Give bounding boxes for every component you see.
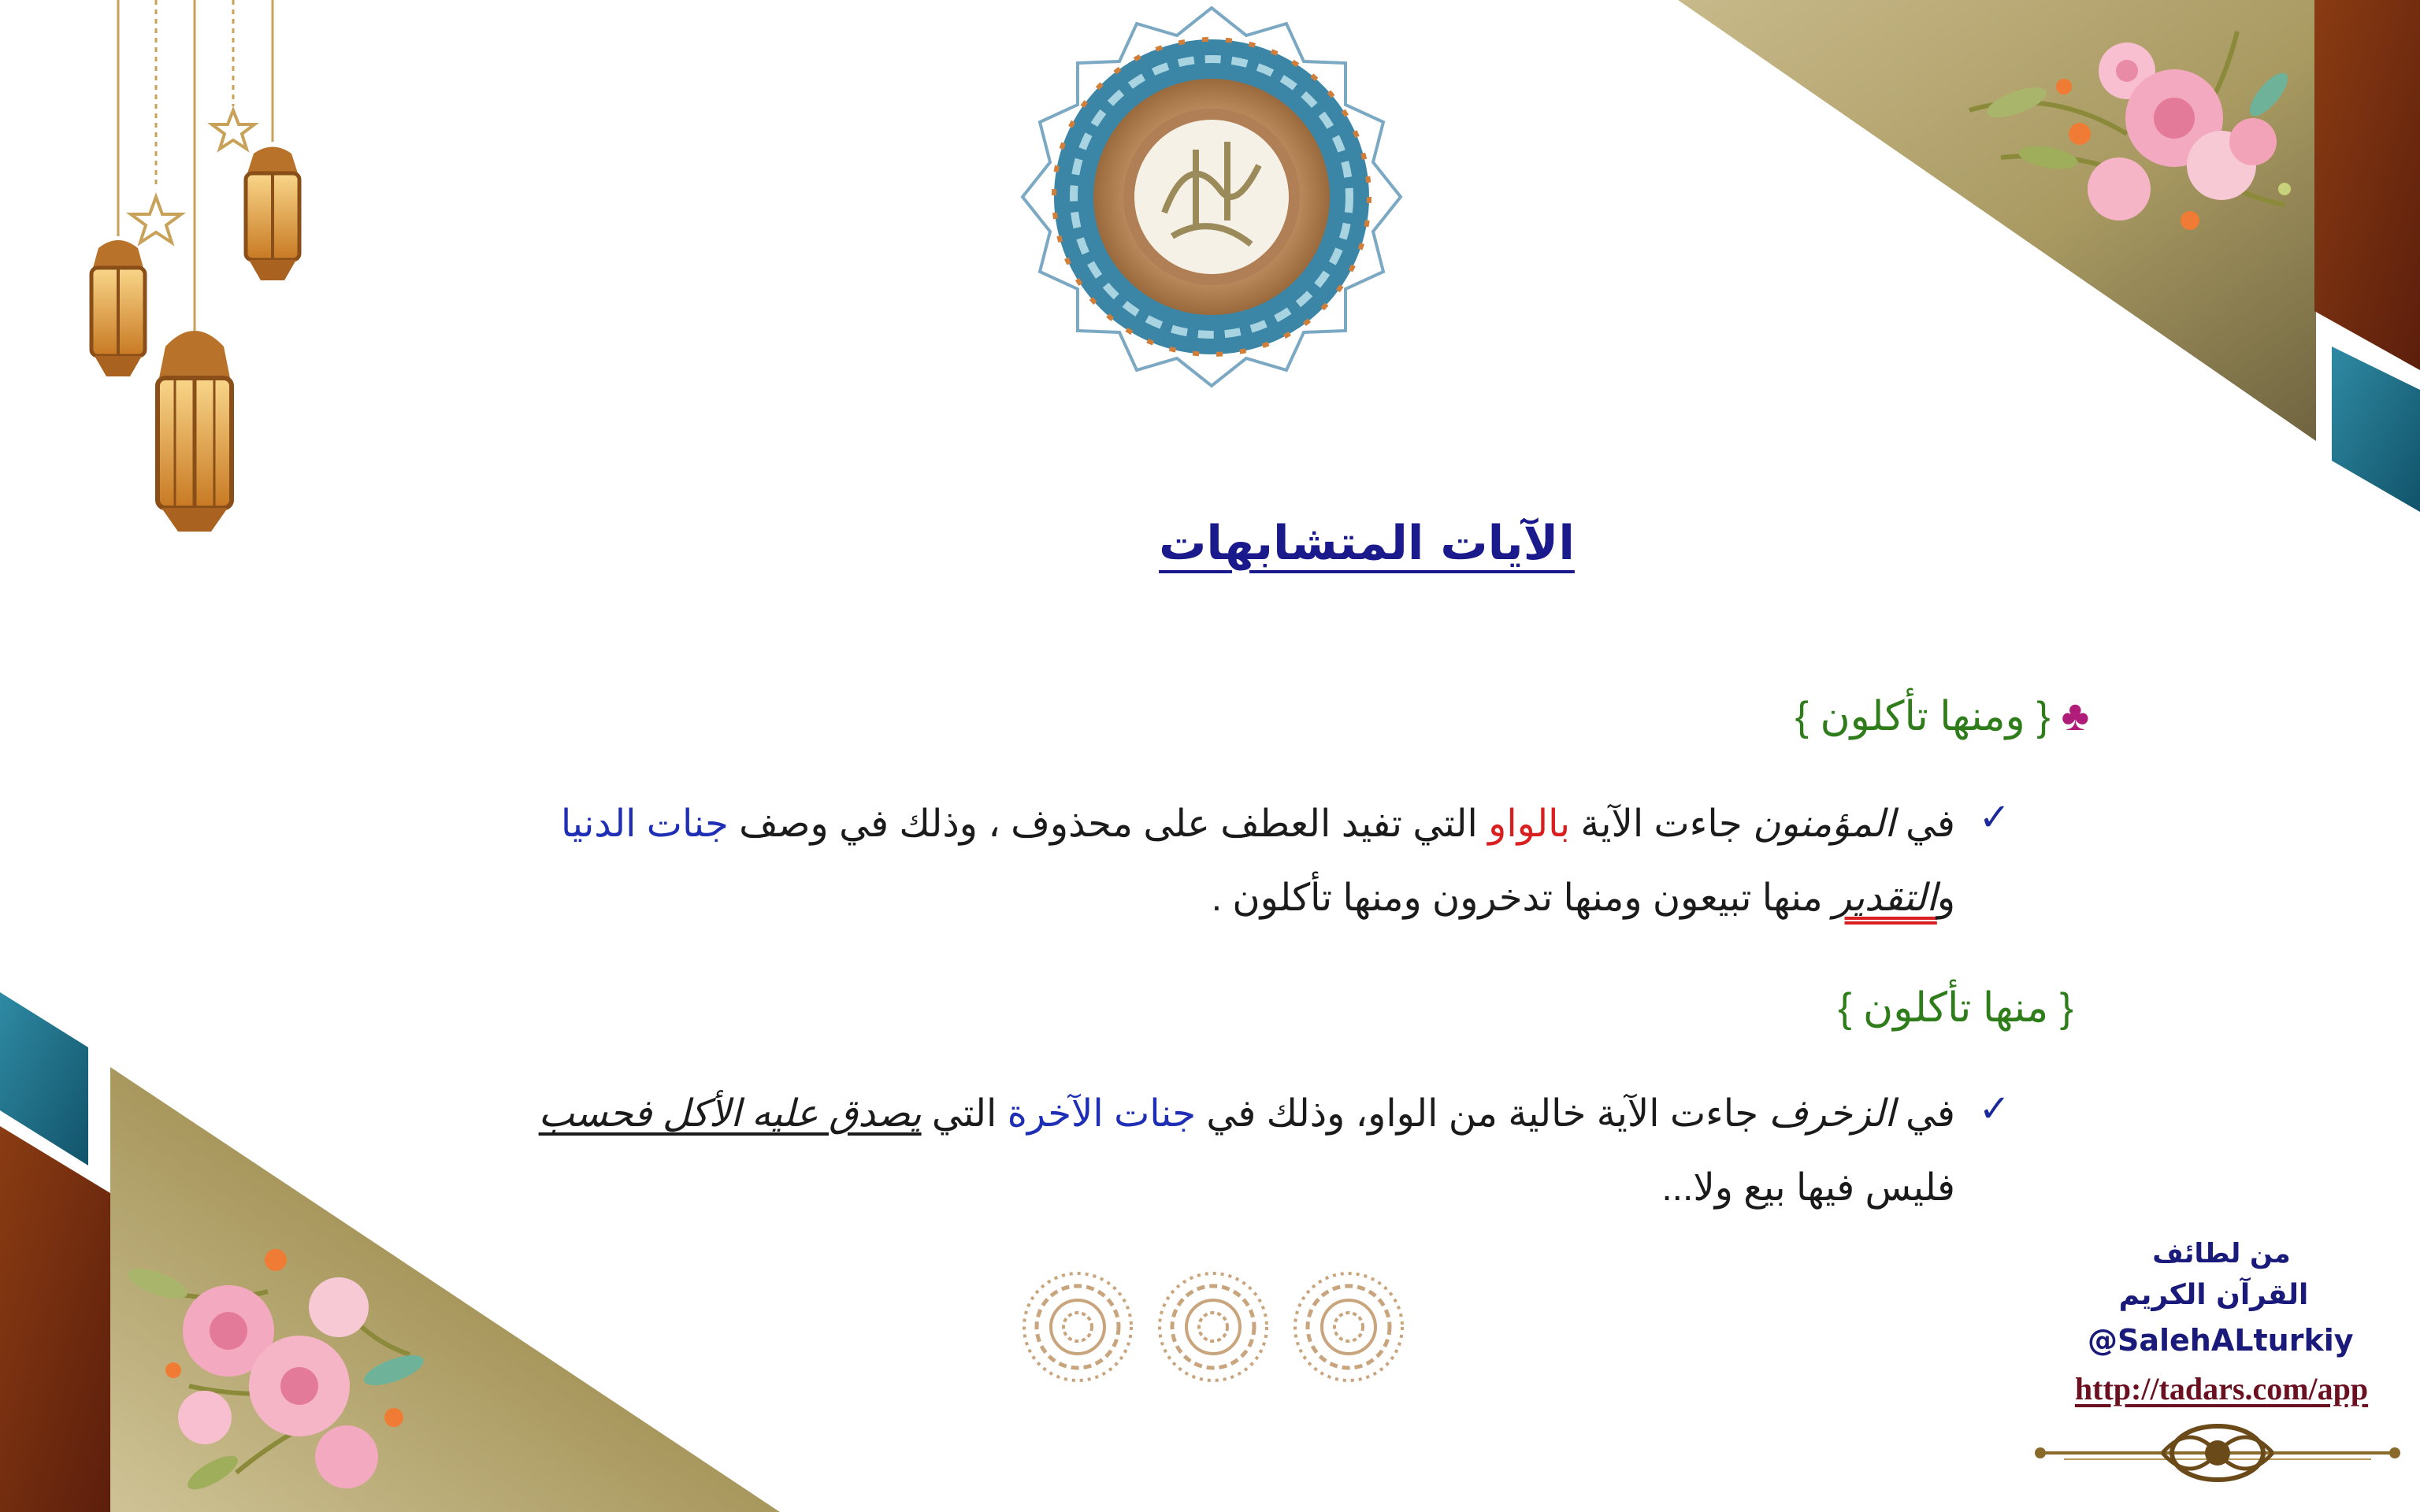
highlight-jannat-akhira: جنات الآخرة [1007,1093,1197,1135]
highlight-taqdeer: التقدير [1833,877,1937,919]
explanation-paragraph-2 [262,1077,1955,1225]
highlight-jannat-dunya: جنات الدنيا [560,803,729,845]
paragraph-2-line-2: فليس فيها بيع ولا... [1661,1167,1955,1209]
tadabbur-quran-logo [1023,8,1401,386]
text-run: التي تفيد العطف على محذوف ، وذلك في وصف [728,803,1489,845]
credit-line-2: القرآن الكريم [2118,1279,2309,1311]
paragraph-2-line-1 [262,1077,1955,1151]
text-run: في [1895,803,1955,845]
top-right-corner-decoration [1678,0,2420,512]
explanation-paragraph-1 [262,788,1955,936]
checkmark-icon: ✓ [1978,1087,2010,1131]
text-run: منها تبيعون ومنها تدخرون ومنها تأكلون . [1211,877,1834,919]
verse-heading-1-text: { ومنها تأكلون } [1795,694,2051,739]
checkmark-icon: ✓ [1978,795,2010,839]
hanging-lanterns [91,0,299,532]
text-run: في [1895,1093,1955,1135]
text-run: جاءت الآية خالية من الواو، وذلك في [1196,1093,1769,1135]
surah-name-zukhruf: الزخرف [1769,1093,1895,1135]
twitter-handle: @SalehALturkiy [2088,1323,2354,1358]
decorative-rosettes [1024,1273,1402,1380]
verse-heading-1 [1795,691,2089,740]
club-suit-icon: ♣ [2061,692,2089,739]
text-run: جاءت الآية [1570,803,1753,845]
highlight-bilwaw: بالواو [1488,803,1571,845]
text-run: و [1936,877,1955,919]
paragraph-1-line-2 [262,862,1955,936]
paragraph-1-line-1 [262,788,1955,862]
verse-heading-2: { منها تأكلون } [1838,985,2073,1031]
page-title: الآيات المتشابهات [1159,516,1575,571]
tadars-app-link[interactable]: http://tadars.com/app [2074,1371,2369,1406]
text-run: التي [921,1093,1008,1135]
bottom-left-corner-decoration [0,992,780,1512]
credit-line-1: من لطائف [2152,1238,2291,1269]
surah-name-mumenoon: المؤمنون [1752,803,1895,845]
ornamental-divider [2035,1426,2400,1480]
highlight-eating-only: يصدق عليه الأكل فحسب [538,1093,922,1135]
